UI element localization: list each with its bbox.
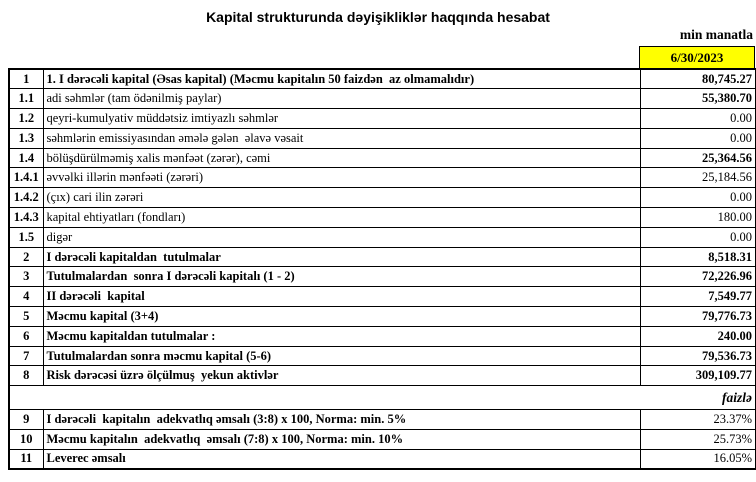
table-body — [9, 69, 756, 469]
row-number-cell: 9 — [9, 410, 43, 430]
row-number-cell: 1.4.2 — [9, 188, 43, 208]
table-row — [9, 227, 756, 247]
row-label-cell: Tutulmalardan sonra məcmu kapital (5-6) — [43, 346, 640, 366]
row-value-cell: 0.00 — [640, 188, 756, 208]
row-number-cell: 1.4 — [9, 148, 43, 168]
row-value-cell: 240.00 — [640, 326, 756, 346]
table-row — [9, 366, 756, 386]
row-value-cell: 309,109.77 — [640, 366, 756, 386]
row-number-cell: 1.4.3 — [9, 208, 43, 228]
row-label-cell: (çıx) cari ilin zərəri — [43, 188, 640, 208]
row-number-cell: 8 — [9, 366, 43, 386]
row-label-cell: 1. I dərəcəli kapital (Əsas kapital) (Məcmu kapitalın 50 faizdən az olmamalıdır) — [43, 69, 640, 89]
row-value-cell: 7,549.77 — [640, 287, 756, 307]
row-value-cell: 23.37% — [640, 410, 756, 430]
row-value-cell: 16.05% — [640, 449, 756, 469]
row-value-cell: 79,776.73 — [640, 307, 756, 327]
row-label-cell: I dərəcəli kapitaldan tutulmalar — [43, 247, 640, 267]
row-value-cell: 55,380.70 — [640, 89, 756, 109]
row-value-cell: 25,184.56 — [640, 168, 756, 188]
row-value-cell: 25,364.56 — [640, 148, 756, 168]
report-title: Kapital strukturunda dəyişikliklər haqqında hesabat — [206, 9, 550, 25]
separator-row — [9, 386, 756, 410]
row-label-cell: digər — [43, 227, 640, 247]
row-number-cell: 7 — [9, 346, 43, 366]
capital-structure-table — [8, 68, 756, 470]
unit-label: min manatla — [679, 27, 753, 42]
row-value-cell: 0.00 — [640, 128, 756, 148]
row-label-cell: adi səhmlər (tam ödənilmiş paylar) — [43, 89, 640, 109]
row-value-cell: 8,518.31 — [640, 247, 756, 267]
row-value-cell: 79,536.73 — [640, 346, 756, 366]
row-number-cell: 6 — [9, 326, 43, 346]
table-row — [9, 188, 756, 208]
table-row — [9, 69, 756, 89]
table-row — [9, 346, 756, 366]
row-number-cell: 3 — [9, 267, 43, 287]
row-label-cell: səhmlərin emissiyasından əmələ gələn əlavə vəsait — [43, 128, 640, 148]
row-value-cell: 0.00 — [640, 109, 756, 129]
row-number-cell: 2 — [9, 247, 43, 267]
table-row — [9, 148, 756, 168]
row-label-cell: Risk dərəcəsi üzrə ölçülmuş yekun aktivlər — [43, 366, 640, 386]
date-header-cell: 6/30/2023 — [639, 46, 755, 69]
table-row — [9, 168, 756, 188]
row-label-cell: Tutulmalardan sonra I dərəcəli kapitalı (1 - 2) — [43, 267, 640, 287]
row-value-cell: 180.00 — [640, 208, 756, 228]
row-number-cell: 1.3 — [9, 128, 43, 148]
row-number-cell: 1.5 — [9, 227, 43, 247]
row-number-cell: 4 — [9, 287, 43, 307]
row-label-cell: əvvəlki illərin mənfəəti (zərəri) — [43, 168, 640, 188]
row-label-cell: kapital ehtiyatları (fondları) — [43, 208, 640, 228]
table-row — [9, 449, 756, 469]
row-number-cell: 5 — [9, 307, 43, 327]
table-row — [9, 247, 756, 267]
row-number-cell: 1.4.1 — [9, 168, 43, 188]
row-number-cell: 1.1 — [9, 89, 43, 109]
table-row — [9, 287, 756, 307]
table-row — [9, 267, 756, 287]
table-row — [9, 430, 756, 450]
row-value-cell: 80,745.27 — [640, 69, 756, 89]
row-number-cell: 10 — [9, 430, 43, 450]
table-row — [9, 410, 756, 430]
row-label-cell: Məcmu kapitaldan tutulmalar : — [43, 326, 640, 346]
row-number-cell: 1.2 — [9, 109, 43, 129]
row-value-cell: 72,226.96 — [640, 267, 756, 287]
row-label-cell: qeyri-kumulyativ müddətsiz imtiyazlı səhmlər — [43, 109, 640, 129]
row-label-cell: bölüşdürülməmiş xalis mənfəət (zərər), cəmi — [43, 148, 640, 168]
table-row — [9, 307, 756, 327]
row-number-cell: 11 — [9, 449, 43, 469]
separator-label: faizlə — [9, 386, 756, 410]
table-row — [9, 109, 756, 129]
row-value-cell: 0.00 — [640, 227, 756, 247]
table-row — [9, 208, 756, 228]
row-value-cell: 25.73% — [640, 430, 756, 450]
row-label-cell: Məcmu kapitalın adekvatlıq əmsalı (7:8) x 100, Norma: min. 10% — [43, 430, 640, 450]
row-label-cell: I dərəcəli kapitalın adekvatlıq əmsalı (3:8) x 100, Norma: min. 5% — [43, 410, 640, 430]
row-label-cell: Məcmu kapital (3+4) — [43, 307, 640, 327]
table-row — [9, 89, 756, 109]
row-label-cell: II dərəcəli kapital — [43, 287, 640, 307]
table-row — [9, 326, 756, 346]
table-row — [9, 128, 756, 148]
row-number-cell: 1 — [9, 69, 43, 89]
row-label-cell: Leverec əmsalı — [43, 449, 640, 469]
